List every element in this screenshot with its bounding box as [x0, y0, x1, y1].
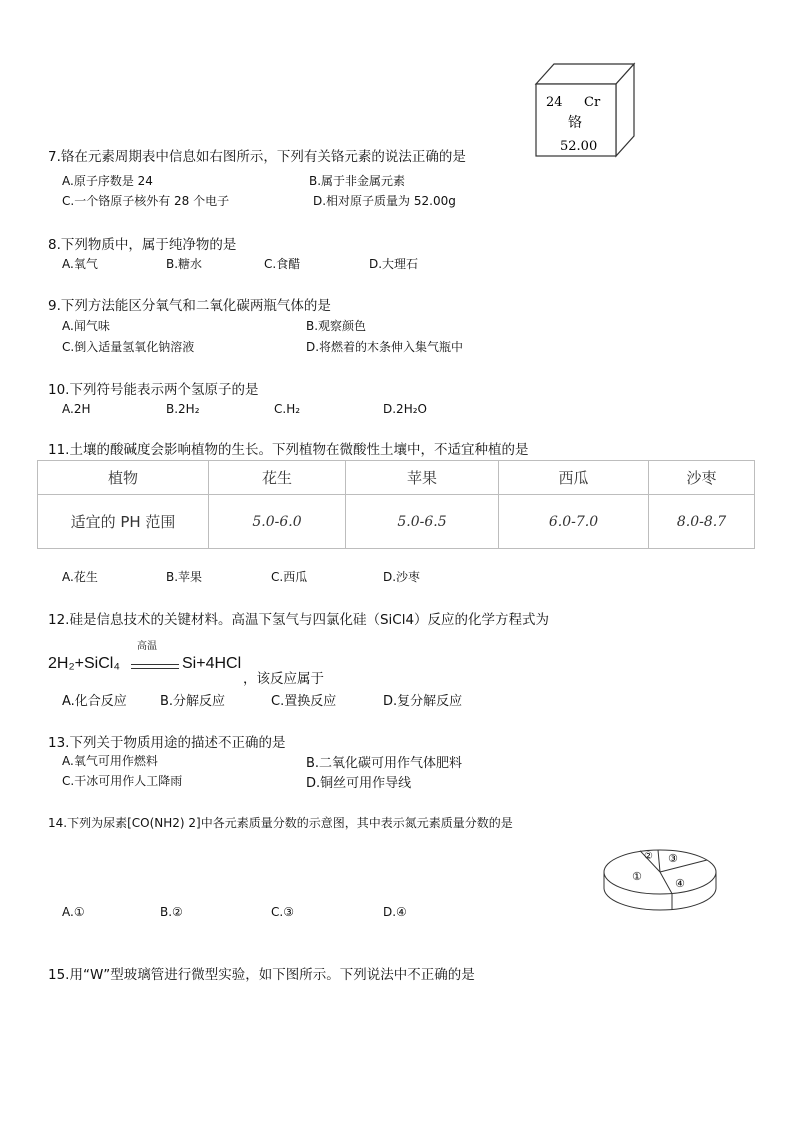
chromium-element-card	[530, 60, 640, 160]
table-cell: 5.0-6.5	[346, 495, 499, 549]
q12-stem-tail: ，该反应属于	[243, 671, 324, 687]
q7-option-d: D.相对原子质量为 52.00g	[313, 194, 456, 208]
q10-stem: 10.下列符号能表示两个氢原子的是	[48, 382, 259, 398]
q11-option-a: A.花生	[62, 570, 98, 584]
q13-option-d: D.铜丝可用作导线	[306, 776, 412, 791]
q11-option-c: C.西瓜	[271, 570, 308, 584]
q10-option-a: A.2H	[62, 402, 91, 416]
q9-stem: 9.下列方法能区分氧气和二氧化碳两瓶气体的是	[48, 298, 331, 314]
q7-option-c: C.一个铬原子核外有 28 个电子	[62, 194, 230, 208]
q9-option-c: C.倒入适量氢氧化钠溶液	[62, 340, 195, 354]
q14-option-b: B.②	[160, 905, 183, 919]
table-row	[38, 495, 755, 549]
q14-option-d: D.④	[383, 905, 407, 919]
q13-option-b: B.二氧化碳可用作气体肥料	[306, 756, 463, 771]
q15-stem: 15.用“W”型玻璃管进行微型实验，如下图所示。下列说法中不正确的是	[48, 967, 475, 983]
table-cell: 8.0-8.7	[649, 495, 755, 549]
q11-stem: 11.土壤的酸碱度会影响植物的生长。下列植物在微酸性土壤中，不适宜种植的是	[48, 442, 529, 458]
q12-stem: 12.硅是信息技术的关键材料。高温下氢气与四氯化硅（SiCl4）反应的化学方程式为	[48, 612, 550, 628]
table-row-label: 适宜的 PH 范围	[38, 495, 209, 549]
table-header-row	[38, 461, 755, 495]
q10-option-b: B.2H₂	[166, 402, 200, 416]
element-mass: 52.00	[560, 139, 598, 154]
equation-left: 2H₂+SiCl₄	[48, 655, 120, 672]
q14-option-a: A.①	[62, 905, 85, 919]
urea-element-pie-diagram	[600, 838, 720, 918]
q7-option-b: B.属于非金属元素	[309, 174, 406, 188]
q12-option-d: D.复分解反应	[383, 694, 463, 709]
q9-option-d: D.将燃着的木条伸入集气瓶中	[306, 340, 464, 354]
q8-option-a: A.氧气	[62, 257, 98, 271]
q7-stem: 7.铬在元素周期表中信息如右图所示，下列有关铬元素的说法正确的是	[48, 149, 466, 165]
q14-stem: 14.下列为尿素[CO(NH2) 2]中各元素质量分数的示意图，其中表示氮元素质量分数的是	[48, 816, 513, 830]
q8-option-d: D.大理石	[369, 257, 419, 271]
q7-option-a: A.原子序数是 24	[62, 174, 153, 188]
q13-stem: 13.下列关于物质用途的描述不正确的是	[48, 735, 286, 751]
q8-stem: 8.下列物质中，属于纯净物的是	[48, 237, 237, 253]
q11-option-b: B.苹果	[166, 570, 203, 584]
q9-option-b: B.观察颜色	[306, 319, 367, 333]
equals-sign	[131, 664, 179, 669]
q12-option-c: C.置换反应	[271, 694, 337, 709]
q12-option-a: A.化合反应	[62, 694, 127, 709]
table-cell: 6.0-7.0	[499, 495, 649, 549]
q11-option-d: D.沙枣	[383, 570, 421, 584]
element-number: 24	[546, 95, 563, 110]
q9-option-a: A.闻气味	[62, 319, 110, 333]
element-symbol: Cr	[584, 95, 601, 110]
q14-option-c: C.③	[271, 905, 294, 919]
pie-label-4: ④	[675, 877, 685, 890]
q13-option-c: C.干冰可用作人工降雨	[62, 774, 183, 788]
reaction-condition: 高温	[137, 641, 157, 652]
q10-option-c: C.H₂	[274, 402, 301, 416]
element-name: 铬	[568, 115, 582, 131]
equation-right: Si+4HCl	[182, 655, 242, 672]
pie-label-3: ③	[668, 852, 678, 865]
q13-option-a: A.氧气可用作燃料	[62, 754, 158, 768]
q8-option-b: B.糖水	[166, 257, 203, 271]
q8-option-c: C.食醋	[264, 257, 301, 271]
table-header-cell: 西瓜	[499, 461, 649, 495]
q12-option-b: B.分解反应	[160, 694, 226, 709]
table-header-cell: 植物	[38, 461, 209, 495]
table-header-cell: 苹果	[346, 461, 499, 495]
table-header-cell: 沙枣	[649, 461, 755, 495]
table-header-cell: 花生	[209, 461, 346, 495]
table-cell: 5.0-6.0	[209, 495, 346, 549]
ph-range-table	[37, 460, 755, 549]
pie-label-1: ①	[632, 870, 642, 883]
pie-label-2: ②	[644, 851, 653, 862]
q10-option-d: D.2H₂O	[383, 402, 427, 416]
